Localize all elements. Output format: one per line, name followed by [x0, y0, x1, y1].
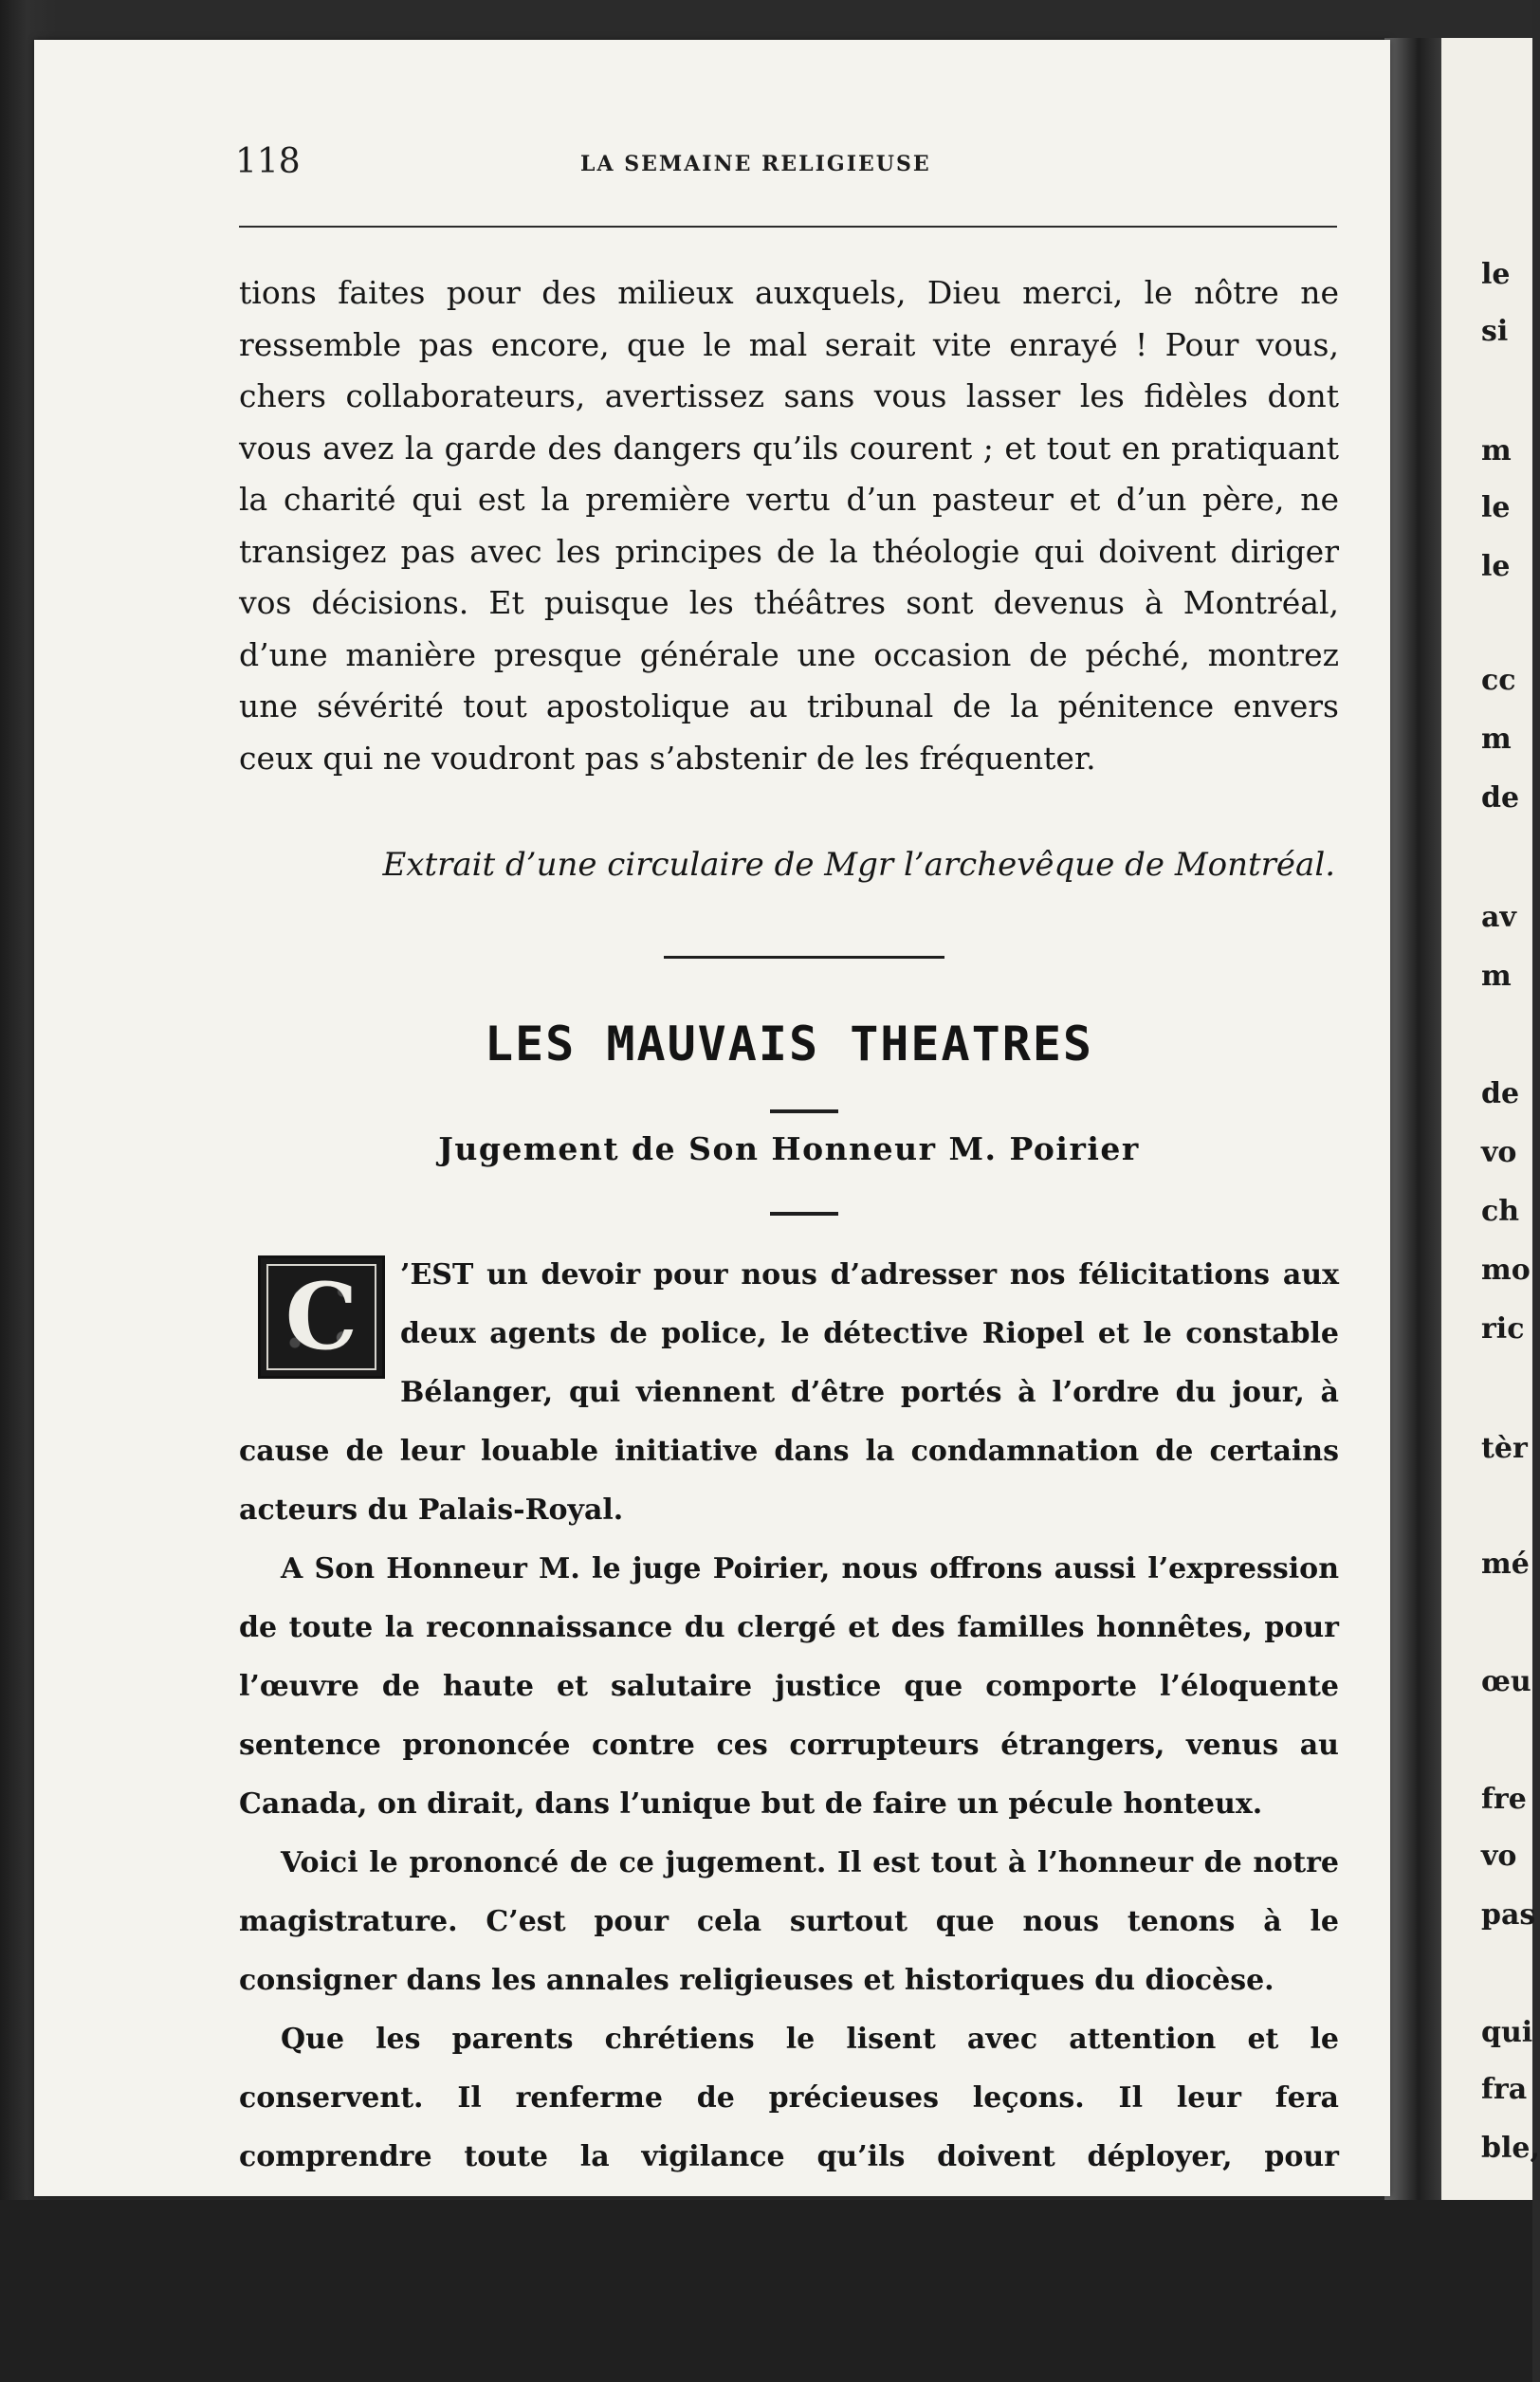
facing-page-fragment: cc [1481, 664, 1516, 697]
facing-page-fragment: fra [1481, 2073, 1528, 2106]
facing-page-fragment: de [1481, 1077, 1520, 1110]
journal-title: LA SEMAINE RELIGIEUSE [580, 152, 931, 176]
header-rule [239, 226, 1337, 228]
facing-page-fragment: œu [1481, 1665, 1531, 1698]
page-number: 118 [235, 142, 301, 181]
dropcap-letter: C [284, 1263, 358, 1370]
facing-page-fragment: mé [1481, 1548, 1530, 1581]
facing-page-fragment: fre [1481, 1783, 1527, 1816]
facing-page-fragment: ble, [1481, 2132, 1540, 2165]
facing-page-fragment: si [1481, 315, 1509, 348]
subtitle-rule [770, 1212, 838, 1216]
facing-page-fragment: de [1481, 781, 1520, 815]
facing-page-fragment: tèr [1481, 1432, 1528, 1465]
article-paragraph: Voici le prononcé de ce jugement. Il est tout à l’honneur de notre magistrature. C’est pour cela surtout que nous tenons à le consigner dans les annales religieuses et historiques du diocèse. [239, 1846, 1339, 1997]
section-separator-rule [664, 956, 944, 959]
facing-page-fragment: le [1481, 491, 1511, 524]
article-paragraph-text: ’EST un devoir pour nous d’adresser nos félicitations aux deux agents de police, le détective Riopel et le constable Bélanger, qui viennent d’être portés à l’ordre du jour, à cause de leur louable initiative dans la condamnation de certains acteurs du Palais-Royal. [239, 1258, 1339, 1527]
intro-signature: Extrait d’une circulaire de Mgr l’archevêque de Montréal. [382, 846, 1335, 884]
facing-page-fragment: vo [1481, 1136, 1517, 1169]
intro-paragraph: tions faites pour des milieux auxquels, Dieu merci, le nôtre ne ressemble pas encore, que le mal serait vite enrayé ! Pour vous, chers collaborateurs, avertissez sans vous lasser les fidèles dont vous avez la garde des dangers qu’ils courent ; et tout en pratiquant la charité qui est la première vertu d’un pasteur et d’un père, ne transigez pas avec les principes de la théologie qui doivent diriger vos décisions. Et puisque les théâtres sont devenus à Montréal, d’une manière presque générale une occasion de péché, montrez une sévérité tout apostolique au tribunal de la pénitence envers ceux qui ne voudront pas s’abstenir de les fréquenter. [239, 274, 1339, 777]
ornamental-dropcap [258, 1255, 385, 1379]
article-paragraph [239, 1246, 1339, 1540]
facing-page-fragment: ch [1481, 1195, 1520, 1228]
scan-bottom-edge [0, 2200, 1532, 2382]
title-rule [770, 1109, 838, 1113]
running-head [201, 142, 1339, 199]
article-paragraph: Que les parents chrétiens le lisent avec attention et le conservent. Il renferme de précieuses leçons. Il leur fera comprendre toute la vigilance qu’ils doivent déployer, pour [239, 2023, 1339, 2173]
article-title: LES MAUVAIS THEATRES [484, 1017, 1094, 1072]
article-paragraph: A Son Honneur M. le juge Poirier, nous offrons aussi l’expression de toute la reconnaissance du clergé et des familles honnêtes, pour l’œuvre de haute et salutaire justice que comporte l’éloquente sentence prononcée contre ces corrupteurs étrangers, venus au Canada, on dirait, dans l’unique but de faire un pécule honteux. [239, 1552, 1339, 1821]
article-subtitle: Jugement de Son Honneur M. Poirier [438, 1130, 1140, 1167]
facing-page-fragment: pas [1481, 1898, 1536, 1932]
facing-page-fragment: le [1481, 258, 1511, 291]
intro-text [239, 267, 1339, 784]
facing-page-fragment: vo [1481, 1840, 1517, 1873]
facing-page-fragment: ric [1481, 1312, 1525, 1346]
facing-page-fragment: qui [1481, 2016, 1533, 2049]
article-body [239, 1246, 1339, 2245]
book-gutter-shadow [1384, 38, 1441, 2200]
facing-page-fragment: av [1481, 901, 1516, 934]
facing-page-fragment: m [1481, 723, 1512, 756]
facing-page-fragment: le [1481, 550, 1511, 583]
facing-page-fragment: m [1481, 434, 1512, 467]
facing-page-fragment: m [1481, 960, 1512, 993]
facing-page-fragment: mo [1481, 1254, 1531, 1287]
